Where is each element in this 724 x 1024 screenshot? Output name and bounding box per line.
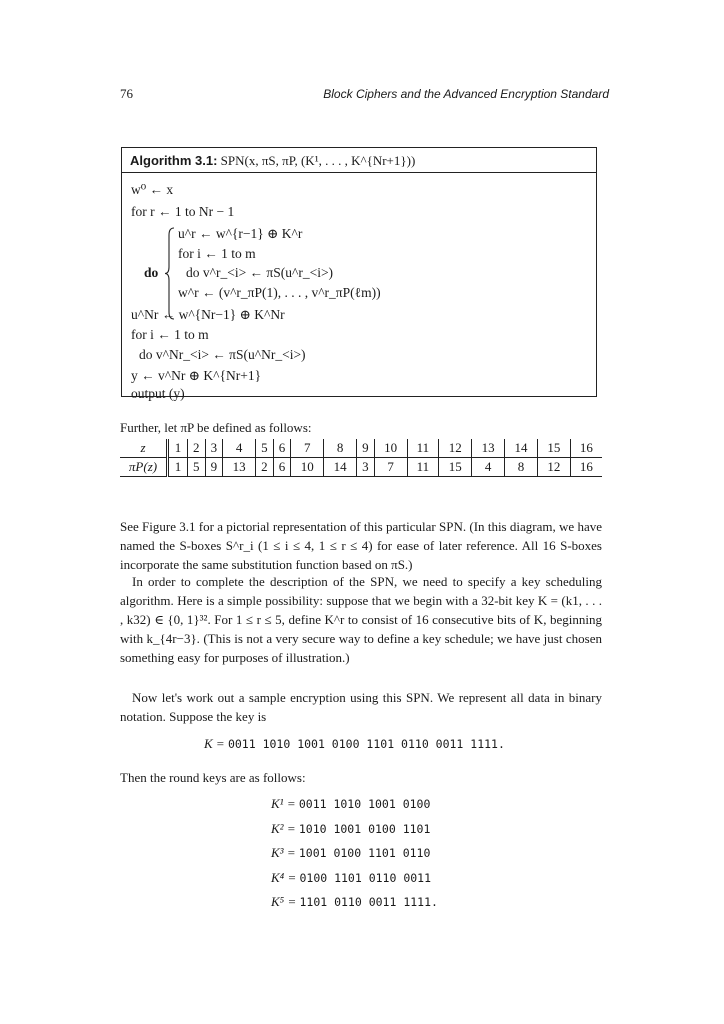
main-key: K = 0011 1010 1001 0100 1101 0110 0011 1111. — [204, 736, 505, 751]
paragraph-figure-ref: See Figure 3.1 for a pictorial representation of this particular SPN. (In this diagram, we have named the S-boxes S^r_i (1 ≤ i ≤ 4, 1 ≤ r ≤ 4) for ease of later reference. All 16 S-boxes incorporate the same substitution function based on πS.) — [120, 519, 602, 572]
algo-line: do v^Nr_<i> ← πS(u^Nr_<i>) — [139, 347, 306, 362]
table-cell-z: 12 — [439, 439, 472, 458]
algo-line: for i ← 1 to m — [131, 327, 209, 342]
table-cell-pz: 2 — [256, 458, 274, 477]
table-cell-pz: 9 — [205, 458, 223, 477]
table-cell-pz: 15 — [439, 458, 472, 477]
table-cell-pz: 16 — [570, 458, 602, 477]
algo-line: y ← v^Nr ⊕ K^{Nr+1} — [131, 368, 262, 383]
table-cell-z: 4 — [223, 439, 256, 458]
table-row — [120, 458, 602, 477]
table-cell-pz: 1 — [168, 458, 188, 477]
intro-text: Further, let πP be defined as follows: — [120, 420, 312, 435]
algo-line: for r ← 1 to Nr − 1 — [131, 204, 235, 219]
table-cell-z: 11 — [407, 439, 439, 458]
algorithm-label: Algorithm 3.1: — [130, 153, 218, 168]
round-key: K⁴ = 0100 1101 0110 0011 — [271, 870, 432, 885]
table-cell-z: 14 — [505, 439, 538, 458]
table-cell-z: 6 — [273, 439, 291, 458]
row-label-pz: πP(z) — [120, 458, 168, 477]
running-title: Block Ciphers and the Advanced Encryption Standard — [323, 87, 609, 101]
table-cell-pz: 3 — [357, 458, 375, 477]
algorithm-box — [121, 147, 597, 401]
page-number: 76 — [120, 86, 133, 101]
table-cell-z: 1 — [168, 439, 188, 458]
table-cell-pz: 7 — [374, 458, 407, 477]
table-cell-pz: 5 — [187, 458, 205, 477]
algorithm-title — [130, 153, 415, 169]
round-key: K¹ = 0011 1010 1001 0100 — [271, 796, 431, 811]
table-cell-z: 2 — [187, 439, 205, 458]
table-cell-z: 15 — [537, 439, 570, 458]
round-key: K⁵ = 1101 0110 0011 1111. — [271, 894, 438, 909]
algorithm-signature: SPN(x, πS, πP, (K¹, . . . , K^{Nr+1})) — [220, 153, 416, 168]
algo-line: do — [144, 265, 159, 280]
table-row — [120, 439, 602, 458]
paragraph-round-keys: Then the round keys are as follows: — [120, 770, 306, 785]
table-cell-z: 13 — [472, 439, 505, 458]
table-cell-z: 10 — [374, 439, 407, 458]
table-cell-pz: 8 — [505, 458, 538, 477]
algo-line: u^Nr ← w^{Nr−1} ⊕ K^Nr — [131, 307, 285, 322]
algo-line: u^r ← w^{r−1} ⊕ K^r — [178, 226, 303, 241]
permutation-table — [120, 439, 602, 477]
table-cell-z: 16 — [570, 439, 602, 458]
row-label-z: z — [120, 439, 168, 458]
paragraph-sample-encryption: Now let's work out a sample encryption using this SPN. We represent all data in binary notation. Suppose the key is — [120, 690, 602, 724]
algo-line: w^r ← (v^r_πP(1), . . . , v^r_πP(ℓm)) — [178, 285, 381, 300]
table-cell-pz: 4 — [472, 458, 505, 477]
table-cell-pz: 6 — [273, 458, 291, 477]
round-key: K³ = 1001 0100 1101 0110 — [271, 845, 431, 860]
table-cell-z: 8 — [324, 439, 357, 458]
paragraph-key-schedule: In order to complete the description of the SPN, we need to specify a key scheduling algorithm. Here is a simple possibility: suppose that we begin with a 32-bit key K = (k1, . . . , k32) ∈ {0, 1}³². For 1 ≤ r ≤ 5, define K^r to consist of 16 consecutive bits of K, beginning with k_{4r−3}. (This is not a very secure way to define a key schedule; we have just chosen something easy for purposes of illustration.) — [120, 574, 602, 665]
algo-line: for i ← 1 to m — [178, 246, 256, 261]
table-cell-z: 3 — [205, 439, 223, 458]
algo-line: w⁰ ← x — [131, 182, 174, 197]
round-key: K² = 1010 1001 0100 1101 — [271, 821, 431, 836]
table-cell-z: 5 — [256, 439, 274, 458]
table-cell-pz: 10 — [291, 458, 324, 477]
table-cell-pz: 13 — [223, 458, 256, 477]
table-cell-pz: 14 — [324, 458, 357, 477]
table-cell-pz: 12 — [537, 458, 570, 477]
table-cell-z: 9 — [357, 439, 375, 458]
table-cell-z: 7 — [291, 439, 324, 458]
algo-line: do v^r_<i> ← πS(u^r_<i>) — [186, 265, 334, 280]
algo-line: output (y) — [131, 386, 185, 401]
table-cell-pz: 11 — [407, 458, 439, 477]
